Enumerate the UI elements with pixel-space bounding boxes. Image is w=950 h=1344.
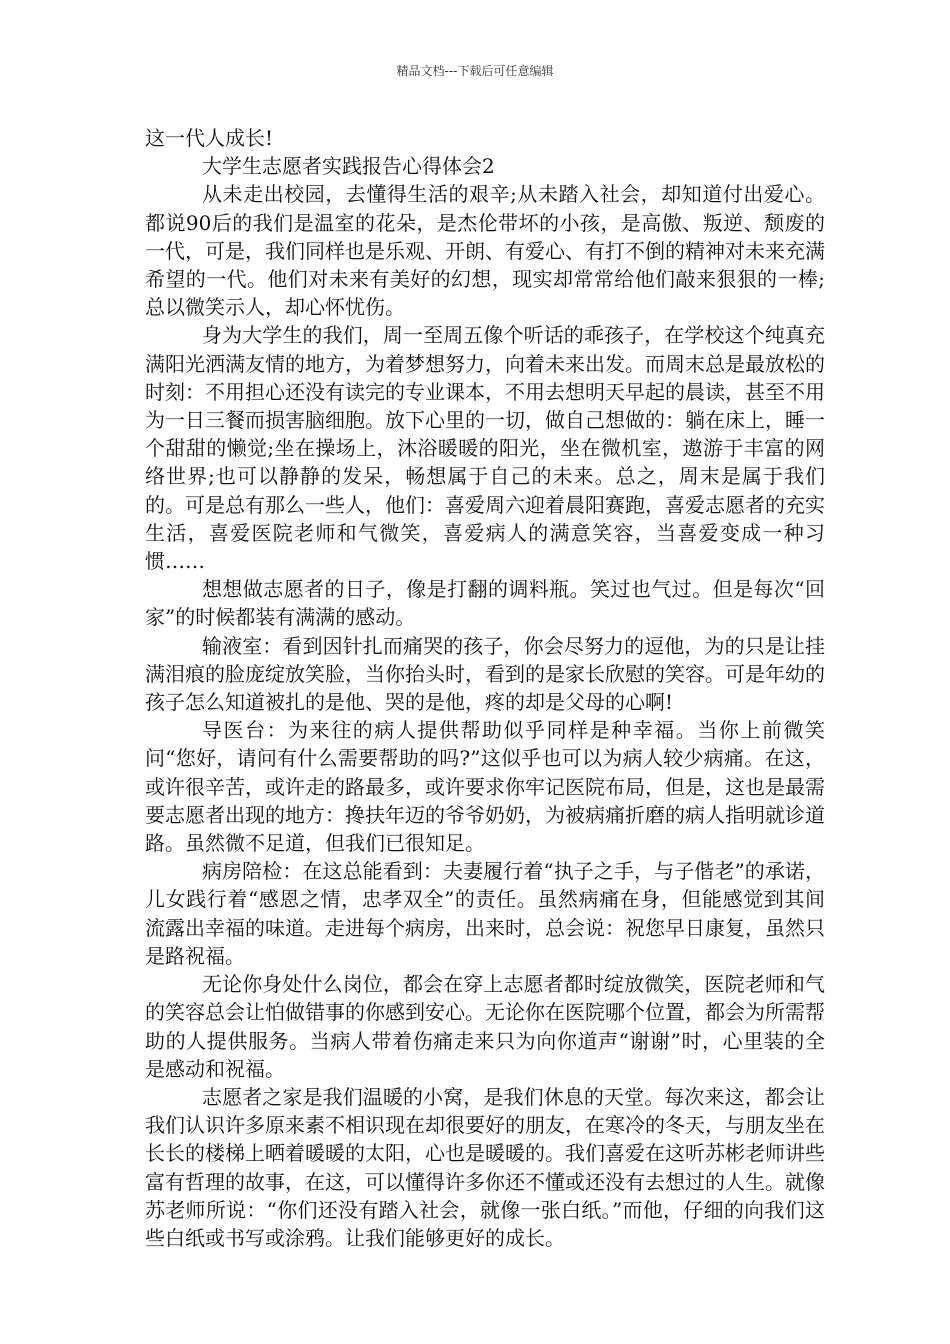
section-title: 大学生志愿者实践报告心得体会2 (202, 154, 495, 179)
paragraph: 从未走出校园，去懂得生活的艰辛;从未踏入社会，却知道付出爱心。都说90后的我们是温室的花朵，是杰伦带坏的小孩，是高傲、叛逆、颓废的一代，可是，我们同样也是乐观、开朗、有爱心、有打不倒的精神对未来充满希望的一代。他们对未来有美好的幻想，现实却常常给他们敲来狠狠的一棒;总以微笑示人，却心怀忧伤。 (145, 182, 825, 320)
paragraph: 病房陪检：在这总能看到：夫妻履行着“执子之手，与子偕老”的承诺，儿女践行着“感恩之情，忠孝双全”的责任。虽然病痛在身，但能感觉到其间流露出幸福的味道。走进每个病房，出来时，总会说：祝您早日康复，虽然只是路祝福。 (145, 859, 825, 968)
lead-line: 这一代人成长! (145, 126, 274, 150)
paragraph: 无论你身处什么岗位，都会在穿上志愿者都时绽放微笑，医院老师和气的笑容总会让怕做错事的你感到安心。无论你在医院哪个位置，都会为所需帮助的人提供服务。当病人带着伤痛走来只为向你道声“谢谢”时，心里装的全是感动和祝福。 (145, 972, 825, 1081)
paragraph: 输液室：看到因针扎而痛哭的孩子，你会尽努力的逗他，为的只是让挂满泪痕的脸庞绽放笑脸，当你抬头时，看到的是家长欣慰的笑容。可是年幼的孩子怎么知道被扎的是他、哭的是他，疼的却是父母的心啊! (145, 633, 825, 715)
paragraph: 身为大学生的我们，周一至周五像个听话的乖孩子，在学校这个纯真充满阳光洒满友情的地方，为着梦想努力，向着未来出发。而周末总是最放松的时刻：不用担心还没有读完的专业课本，不用去想明天早起的晨读，甚至不用为一日三餐而损害脑细胞。放下心里的一切，做自己想做的：躺在床上，睡一个甜甜的懒觉;坐在操场上，沐浴暖暖的阳光，坐在微机室，遨游于丰富的网络世界;也可以静静的发呆，畅想属于自己的未来。总之，周末是属于我们的。可是总有那么一些人，他们：喜爱周六迎着晨阳赛跑，喜爱志愿者的充实生活，喜爱医院老师和气微笑，喜爱病人的满意笑容，当喜爱变成一种习惯…… (145, 323, 825, 574)
paragraph: 想想做志愿者的日子，像是打翻的调料瓶。笑过也气过。但是每次“回家”的时候都装有满满的感动。 (145, 577, 825, 630)
document-body (145, 124, 825, 1252)
paragraph: 志愿者之家是我们温暖的小窝，是我们休息的天堂。每次来这，都会让我们认识许多原来素不相识现在却很要好的朋友，在寒冷的冬天，与朋友坐在长长的楼梯上晒着暖暖的太阳，心也是暖暖的。我们喜爱在这听苏彬老师讲些富有哲理的故事，在这，可以懂得许多你还不懂或还没有去想过的人生。就像苏老师所说：“你们还没有踏入社会，就像一张白纸。”而他，仔细的向我们这些白纸或书写或涂鸦。让我们能够更好的成长。 (145, 1084, 825, 1250)
page-header: 精品文档---下载后可任意编辑 (396, 64, 554, 78)
paragraph: 导医台：为来往的病人提供帮助似乎同样是种幸福。当你上前微笑问“您好，请问有什么需要帮助的吗?”这似乎也可以为病人较少病痛。在这，或许很辛苦，或许走的路最多，或许要求你牢记医院布局，但是，这也是最需要志愿者出现的地方：搀扶年迈的爷爷奶奶，为被病痛折磨的病人指明就诊道路。虽然微不足道，但我们已很知足。 (145, 718, 825, 856)
